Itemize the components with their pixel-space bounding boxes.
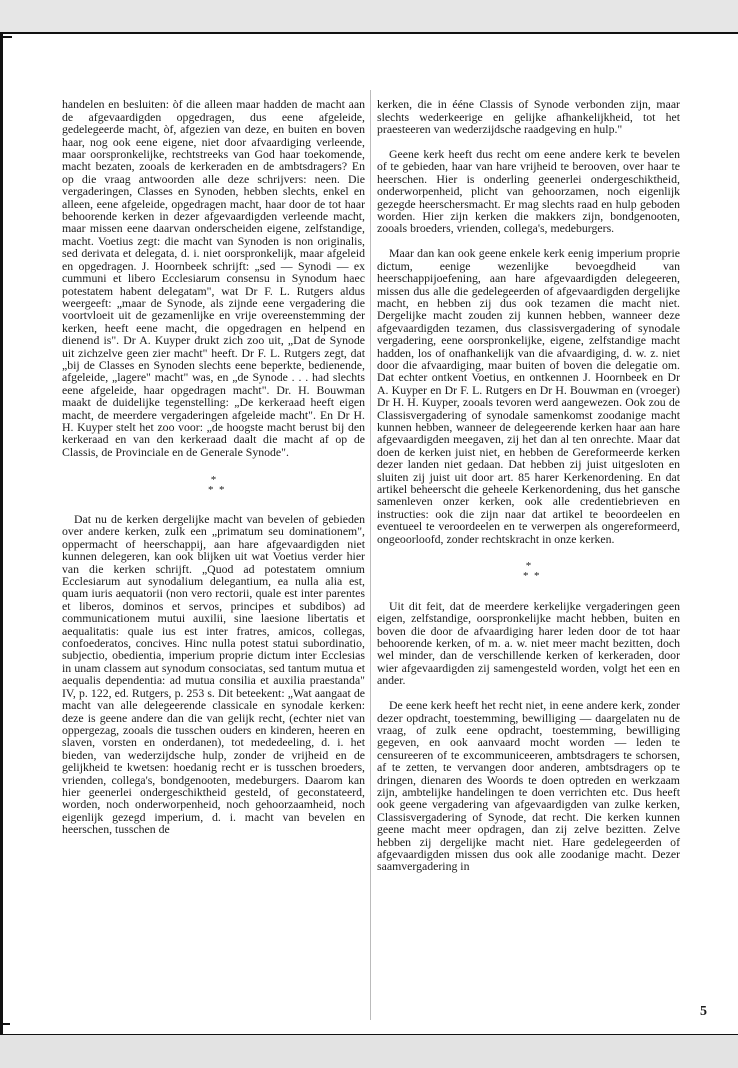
- paragraph: De eene kerk heeft het recht niet, in eene andere kerk, zonder dezer opdracht, toestemming, bewilliging — daargelaten nu de vraag, of zulk eene opdracht, toestemming, bewilliging gegeven, en ook aanvaard mocht worden — leden te censureeren of te excommuniceeren, ambtsdragers te schorsen, af te zetten, te vervangen door anderen, ambtsdragers op te dringen, dienaren des Woords te doen optreden en werkzaam zijn, ambtelijke handelingen te doen verrichten etc. Dus heeft ook geene vergadering van afgevaardigden van zulke kerken, Classisvergadering of Synode, dat recht. Die kerken kunnen geene macht meer opdragen, dan zij zelve bezitten. Zelve hebben zij dergelijke macht niet. Hare gedelegeerden of afgevaardigden missen dus ook alle zoodanige macht. Dezer saamvergadering in: [377, 698, 680, 874]
- scan-top-band: [0, 0, 738, 32]
- paragraph: Geene kerk heeft dus recht om eene andere kerk te bevelen of te gebieden, haar van hare vrijheid te berooven, over haar te heerschen. Hier is onderling geenerlei ondergeschiktheid, onderworpenheid, plicht van gehoorzamen, noch eigenlijk gezegde heerschersmacht. Er mag slechts raad en hulp geboden worden. Hier zijn kerken die makkers zijn, bondgenooten, zooals broeders, vrienden, collega's, medeburgers.: [377, 147, 680, 236]
- scan-top-rule: [0, 32, 738, 34]
- paragraph: Dat nu de kerken dergelijke macht van bevelen of gebieden over andere kerken, zulk een „primatum seu dominationem", oppermacht of heerschappij, aan hare afgevaardigden niet kunnen delegeren, kan ook blijken uit wat Voetius verder hier van die kerken schrijft. „Quod ad potestatem omnium Ecclesiarum aut synodalium delegantium, ea nulla alia est, quam iuris aequatorii (non vero rectorii, quale est inter parentes et liberos, dominos et servos, principes et subdibos) ad communicationem mutui auxilii, sine laesione libertatis et aequalitatis: quale ius est inter fratres, amicos, collegas, confoederatos, concives. Hinc nulla potest statui subordinatio, subjectio, obedientia, imperium proprie dictum inter Ecclesias in unam classem aut synodum consociatas, sed tantum mutua et aequalis dependentia: ad mutua consilia et auxilia praestanda" IV, p. 122, ed. Rutgers, p. 253 s. Dit beteekent: „Wat aangaat de macht van alle delegeerende classicale en synodale kerken: deze is geene andere dan die van gelijk recht, (echter niet van oppergezag, zooals die tusschen ouders en kinderen, heeren en slaven, vorsten en onderdanen), tot mededeeling, d. i. het bieden, van wederzijdsche hulp, zonder de vrijheid en de gelijkheid te kwetsen: hoedanig recht er is tusschen broeders, vrienden, collega's, bondgenooten, medeburgers. Daarom kan hier geenerlei ondergeschiktheid gesteld, of geconstateerd, worden, noch onderworpenheid, noch gehoorzaamheid, noch eigenlijk gezegd imperium, d. i. macht van bevelen en heerschen, tusschen de: [62, 512, 365, 837]
- scan-bottom-band: [0, 1035, 738, 1068]
- scan-left-tick-bottom: [0, 1023, 10, 1025]
- paragraph: handelen en besluiten: òf die alleen maar hadden de macht aan de afgevaardigden opgedragen, dus eene afgeleide, gedelegeerde macht, òf, afgezien van deze, en buiten en boven haar, nog ook eene eigene, niet door afvaardiging verleende, maar oorspronkelijke, rechtstreeks van God haar toekomende, macht bezaten, zooals de kerkeraden en de ambtsdragers? En op die vraag antwoorden alle deze schrijvers: neen. Die vergaderingen, Classes en Synoden, hebben slechts, enkel en alleen, eene afgeleide, opgedragen macht, haar door de tot haar behoorende kerken in dezer afgevaardigden verleende macht, maar missen eene daarvan onderscheiden eigene, zelfstandige, macht. Voetius zegt: die macht van Synoden is non originalis, sed derivata et delegata, d. i. niet oorspronkelijk, maar afgeleid en opgedragen. J. Hoornbeek schrijft: „sed — Synodi — ex cummuni et libero Ecclesiarum consensu in Synodum haec potestatem habent delegatam", wat Dr F. L. Rutgers aldus weergeeft: „maar de Synode, als zijnde eene vergadering die voortvloeit uit de gezamenlijke en vrije overeenstemming der kerken, heeft eene macht, die opgedragen en helpend en dienend is". Dr A. Kuyper drukt zich zoo uit, „Dat de Synode uit zichzelve geen zier macht" heeft. Dr F. L. Rutgers zegt, dat „bij de Classes en Synoden slechts eene beperkte, bedienende, afgeleide, „lagere" macht" was, en „de Synode . . . had slechts eene afgeleide, haar opgedragen macht". Dr. H. Bouwman maakt de duidelijke tegenstelling: „De kerkeraad heeft eigen macht, de meerdere vergaderingen afgeleide macht". En Dr H. H. Kuyper stelt het zoo voor: „de hoogste macht berust bij den kerkeraad en van den kerkeraad daalt die macht af op de Classis, de Provinciale en de Generale Synode".: [62, 97, 365, 459]
- scan-left-edge: [0, 34, 3, 1034]
- paragraph: kerken, die in ééne Classis of Synode verbonden zijn, maar slechts wederkeerige en gelijke afhankelijkheid, tot het praesteeren van wederzijdsche raadgeving en hulp.": [377, 97, 680, 137]
- scan-left-tick: [0, 36, 12, 38]
- section-break: * * *: [208, 473, 225, 496]
- paragraph: Maar dan kan ook geene enkele kerk eenig imperium proprie dictum, eenige wezenlijke bevoegdheid van heerschappijoefening, aan hare afgevaardigden delegeeren, missen dus alle die gedelegeerden of afgevaardigden dergelijke macht, en hebben zij dus ook tezamen die macht niet. Dergelijke macht zouden zij kunnen hebben, wanneer deze afgevaardigden tezamen, dus classisvergadering of synodale vergadering, eene oorspronkelijke, eigene, zelfstandige macht hadden, los of onafhankelijk van die afvaardiging, d. w. z. niet door die afvaardiging, maar buiten of boven die delegatie om. Dat echter ontkent Voetius, en ontkennen J. Hoornbeek en Dr A. Kuyper en Dr F. L. Rutgers en Dr H. Bouwman en (vroeger) Dr H. H. Kuyper, zooals tevoren werd aangewezen. Ook zou de Classisvergadering of synodale samenkomst zoodanige macht kunnen hebben, wanneer de delegeerende kerken haar aan hare afgevaardigden meegaven, zij het dan al ten onrechte. Maar dat doen de kerken juist niet, en hebben de Gereformeerde kerken dezer landen niet gedaan. Dat hebben zij juist uitgesloten en sluiten zij juist uit door art. 85 harer Kerkenordening. En dat artikel beheerscht die geheele Kerkenordening, dus het gansche samenleven onzer kerken, ook alle credentiebrieven en instructies: ook die zijn naar dat artikel te beoordeelen en eventueel te veroordeelen en te verwerpen als ongereformeerd, ongeoorloofd, zonder rechtskracht in onze kerken.: [377, 246, 680, 546]
- paragraph: Uit dit feit, dat de meerdere kerkelijke vergaderingen geen eigen, zelfstandige, oorspronkelijke macht hebben, buiten en boven die door de afvaardiging harer leden door de tot haar behoorende kerken, of m. a. w. niet meer macht bezitten, doch wel minder, dan de verschillende kerken of kerkeraden, door wier afgevaardigden zij samengesteld worden, volgt het een en ander.: [377, 598, 680, 688]
- right-column: [377, 86, 680, 885]
- page-number: 5: [700, 1004, 707, 1019]
- column-divider: [370, 90, 371, 1020]
- section-break: * * *: [523, 560, 540, 583]
- left-column: [62, 86, 365, 848]
